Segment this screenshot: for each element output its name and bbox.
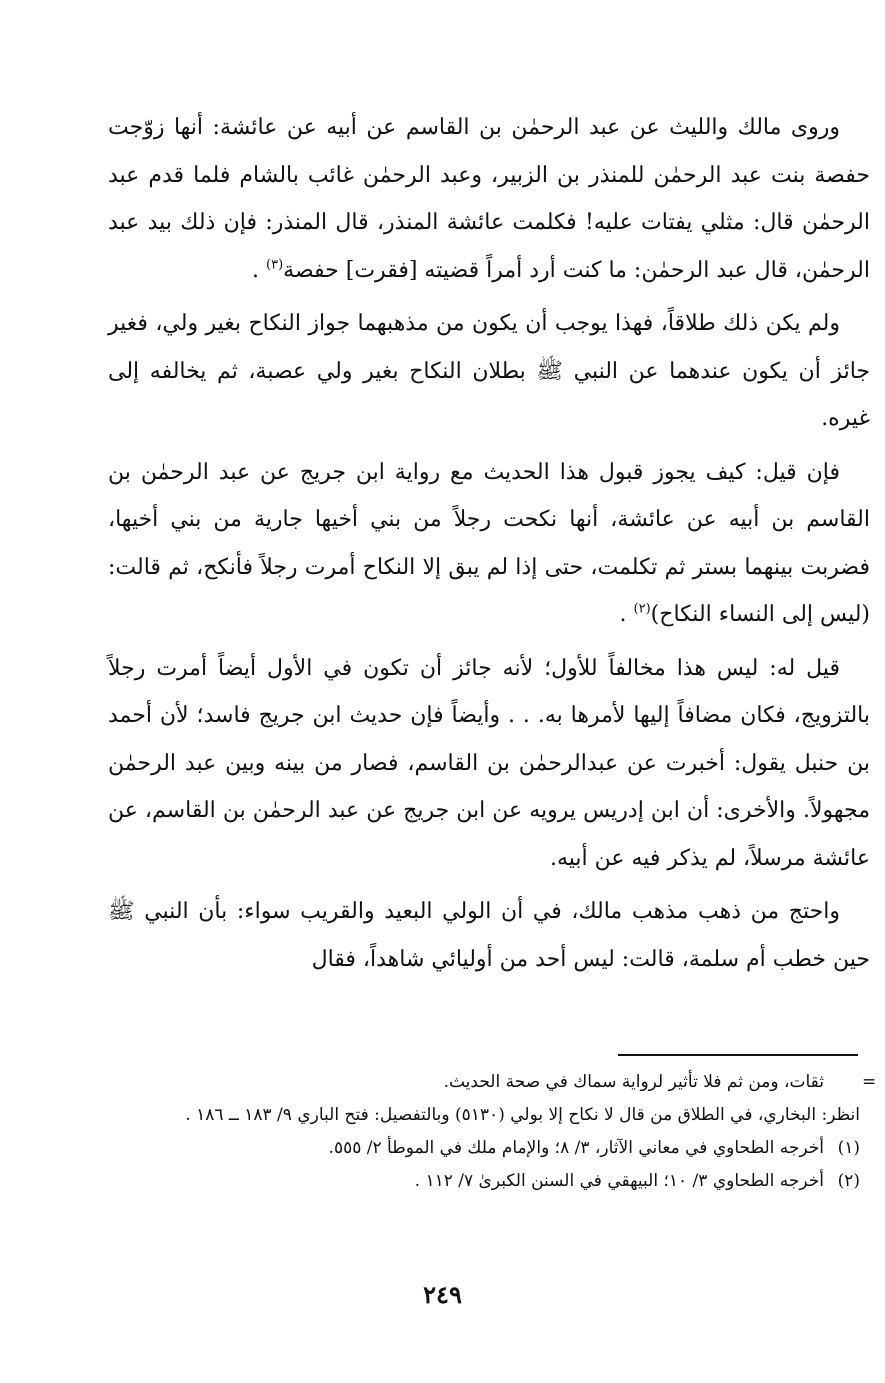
paragraph-2: ولم يكن ذلك طلاقاً، فهذا يوجب أن يكون من مذهبهما جواز النكاح بغير ولي، فغير جائز أن يكون عندهما عن النبي ﷺ بطلان النكاح بغير ولي عصبة، ثم يخالفه إلى غيره.	[108, 311, 870, 431]
footnote-2-text: أخرجه الطحاوي ٣/ ١٠؛ البيهقي في السنن الكبرىٰ ٧/ ١١٢ .	[414, 1171, 824, 1191]
footnote-2-number: (٢)	[837, 1171, 860, 1191]
footnote-continued-2: انظر: البخاري، في الطلاق من قال لا نكاح إلا بولي (٥١٣٠) وبالتفصيل: فتح الباري ٩/ ١٨٣ ــ ١٨٦ .	[185, 1105, 860, 1125]
paragraph-4: قيل له: ليس هذا مخالفاً للأول؛ لأنه جائز أن تكون في الأول أيضاً أمرت رجلاً بالتزويج، فكان مضافاً إليها لأمرها به. . . وأيضاً فإن حديث ابن جريج فاسد؛ لأن أحمد بن حنبل يقول: أخبرت عن عبدالرحمٰن بن القاسم، فصار من بينه وبين عبد الرحمٰن مجهولاً. والأخرى: أن ابن إدريس يرويه عن ابن جريج عن عبد الرحمٰن بن القاسم، عن عائشة مرسلاً، لم يذكر فيه عن أبيه.	[108, 655, 870, 871]
paragraph-3	[108, 449, 870, 639]
paragraph-3-text: فإن قيل: كيف يجوز قبول هذا الحديث مع رواية ابن جريج عن عبد الرحمٰن بن القاسم بن أبيه عن عائشة، أنها نكحت رجلاً من بني أخيها جارية من بني أخيها، فضربت بينهما بستر ثم تكلمت، حتى إذا لم يبق إلا النكاح أمرت رجلاً فأنكح، ثم قالت: (ليس إلى النساء النكاح)	[108, 459, 870, 627]
footnote-divider	[618, 1054, 858, 1056]
footnotes	[108, 1066, 860, 1198]
footnote-1	[108, 1132, 860, 1165]
paragraph-3-tail: .	[619, 602, 627, 627]
paragraph-5: واحتج من ذهب مذهب مالك، في أن الولي البعيد والقريب سواء: بأن النبي ﷺ حين خطب أم سلمة، قالت: ليس أحد من أوليائي شاهداً، فقال	[108, 899, 870, 972]
footnote-continued-1: ثقات، ومن ثم فلا تأثير لرواية سماك في صحة الحديث.	[443, 1072, 824, 1092]
footnote-continued-mark: =	[862, 1072, 877, 1092]
footnote-ref-3: (٣)	[266, 257, 284, 273]
paragraph-1-tail: .	[252, 257, 260, 283]
page-number: ٢٤٩	[423, 1280, 462, 1309]
footnote-1-number: (١)	[837, 1138, 860, 1158]
footnote-2	[108, 1165, 860, 1198]
main-text	[108, 104, 870, 989]
footnote-1-text: أخرجه الطحاوي في معاني الآثار، ٣/ ٨؛ والإمام ملك في الموطأ ٢/ ٥٥٥.	[328, 1138, 824, 1158]
paragraph-1	[108, 104, 870, 294]
footnote-ref-2: (٢)	[633, 601, 651, 617]
paragraph-1-text: وروى مالك والليث عن عبد الرحمٰن بن القاسم عن أبيه عن عائشة: أنها زوّجت حفصة بنت عبد الرحمٰن للمنذر بن الزبير، وعبد الرحمٰن غائب بالشام فلما قدم عبد الرحمٰن قال: مثلي يفتات عليه! فكلمت عائشة المنذر، قال المنذر: فإن ذلك بيد عبد الرحمٰن، قال عبد الرحمٰن: ما كنت أرد أمراً قضيته [فقرت] حفصة	[108, 115, 870, 283]
